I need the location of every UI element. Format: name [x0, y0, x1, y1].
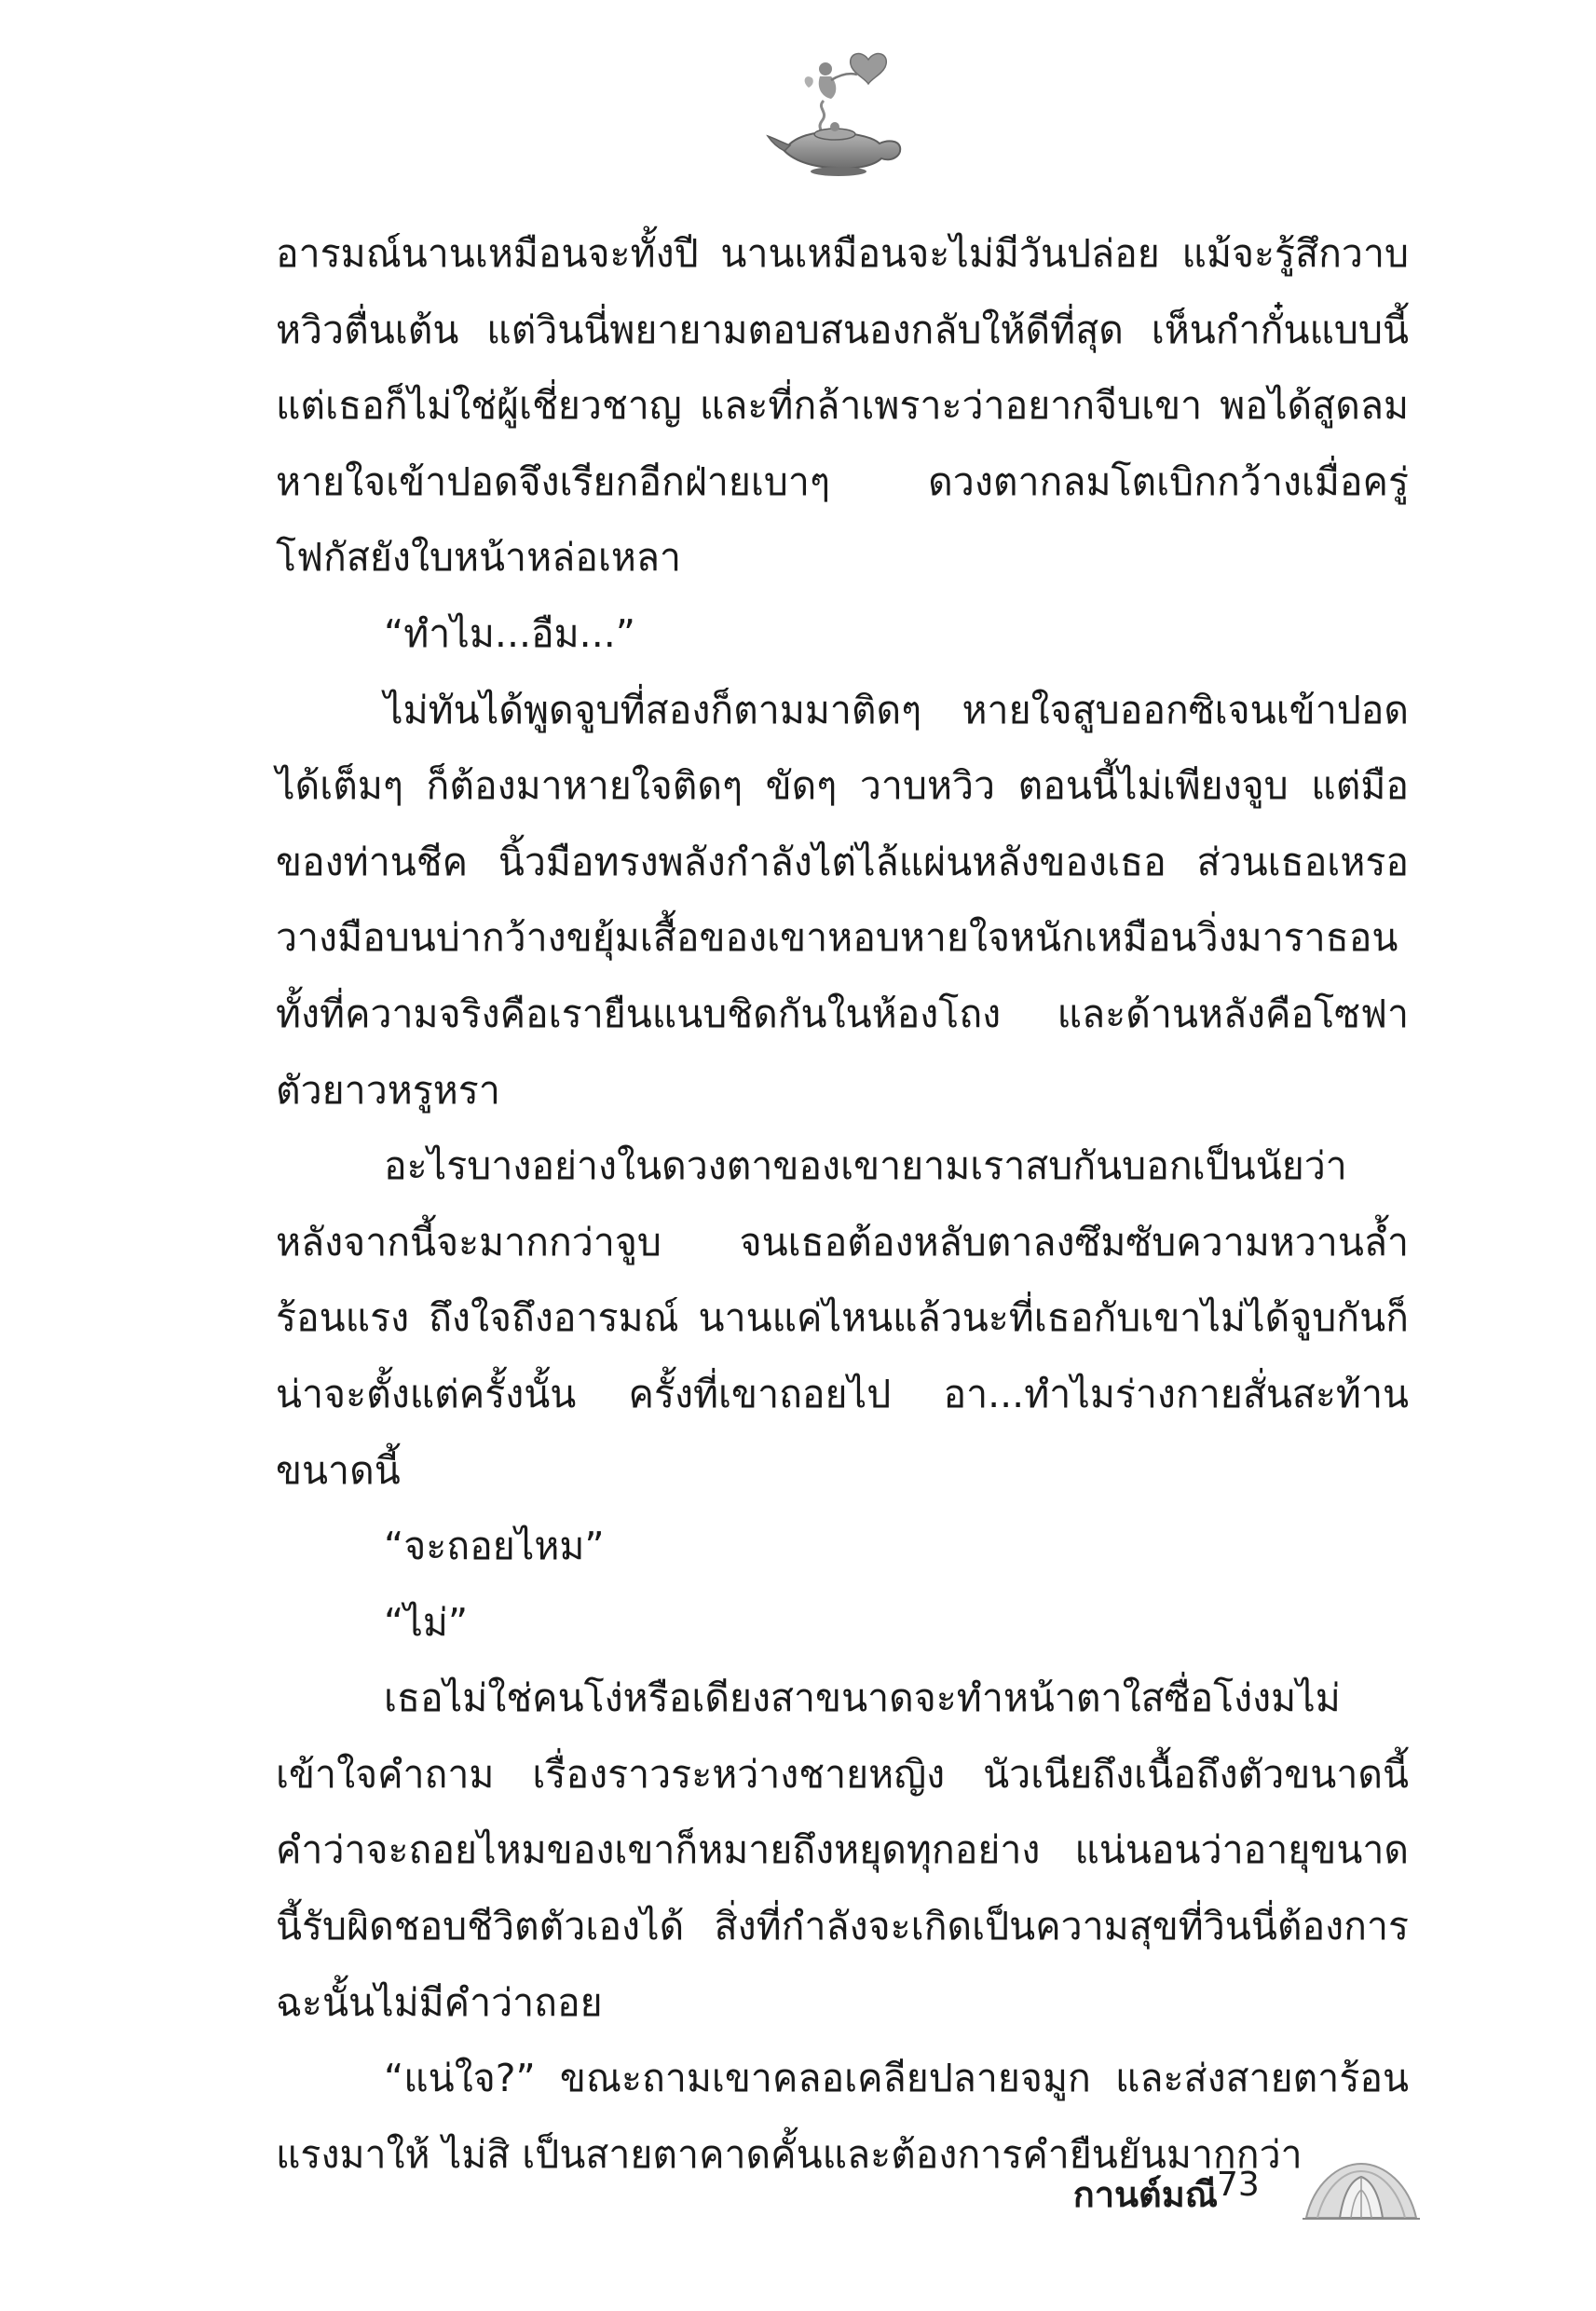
paragraph: ไม่ทันได้พูดจูบที่สองก็ตามมาติดๆ หายใจสูบออกซิเจนเข้าปอดได้เต็มๆ ก็ต้องมาหายใจติดๆ ขัดๆ วาบหวิว ตอนนี้ไม่เพียงจูบ แต่มือของท่านชีค นิ้วมือทรงพลังกำลังไต่ไล้แผ่นหลังของเธอ ส่วนเธอเหรอวางมือบนบ่ากว้างขยุ้มเสื้อของเขาหอบหายใจหนักเหมือนวิ่งมาราธอนทั้งที่ความจริงคือเรายืนแนบชิดกันในห้องโถง และด้านหลังคือโซฟาตัวยาวหรูหรา [276, 687, 1409, 1113]
page-footer [1025, 2153, 1425, 2236]
dialogue-line: “ไม่” [384, 1599, 469, 1645]
paragraph: อารมณ์นานเหมือนจะทั้งปี นานเหมือนจะไม่มีวันปล่อย แม้จะรู้สึกวาบหวิวตื่นเต้น แต่วินนี่พยายามตอบสนองกลับให้ดีที่สุด เห็นกำกั๋นแบบนี้แต่เธอก็ไม่ใช่ผู้เชี่ยวชาญ และที่กล้าเพราะว่าอยากจีบเขา พอได้สูดลมหายใจเข้าปอดจึงเรียกอีกฝ่ายเบาๆ ดวงตากลมโตเบิกกว้างเมื่อครู่โฟกัสยังใบหน้าหล่อเหลา [276, 231, 1409, 581]
paragraph: อะไรบางอย่างในดวงตาของเขายามเราสบกันบอกเป็นนัยว่าหลังจากนี้จะมากกว่าจูบ จนเธอต้องหลับตาลงซึมซับความหวานล้ำร้อนแรง ถึงใจถึงอารมณ์ นานแค่ไหนแล้วนะที่เธอกับเขาไม่ได้จูบกันก็น่าจะตั้งแต่ครั้งนั้น ครั้งที่เขาถอยไป อา...ทำไมร่างกายสั่นสะท้านขนาดนี้ [276, 1143, 1409, 1493]
dome-tent-icon [1301, 2156, 1422, 2223]
paragraph: เธอไม่ใช่คนโง่หรือเดียงสาขนาดจะทำหน้าตาใสซื่อโง่งมไม่เข้าใจคำถาม เรื่องราวระหว่างชายหญิง นัวเนียถึงเนื้อถึงตัวขนาดนี้ คำว่าจะถอยไหมของเขาก็หมายถึงหยุดทุกอย่าง แน่นอนว่าอายุขนาดนี้รับผิดชอบชีวิตตัวเองได้ สิ่งที่กำลังจะเกิดเป็นความสุขที่วินนี่ต้องการฉะนั้นไม่มีคำว่าถอย [276, 1675, 1409, 2025]
dialogue-line: “จะถอยไหม” [384, 1524, 605, 1569]
paragraph: “แน่ใจ?” ขณะถามเขาคลอเคลียปลายจมูก และส่งสายตาร้อนแรงมาให้ ไม่สิ เป็นสายตาคาดคั้นและต้องการคำยืนยันมากกว่า [276, 2056, 1409, 2177]
genie-lamp-icon [764, 47, 913, 177]
book-title: กานต์มณี [1072, 2174, 1218, 2215]
page-number: 73 [1217, 2166, 1260, 2204]
chapter-body [276, 216, 1409, 2193]
dialogue-line: “ทำไม...อืม...” [384, 610, 636, 656]
